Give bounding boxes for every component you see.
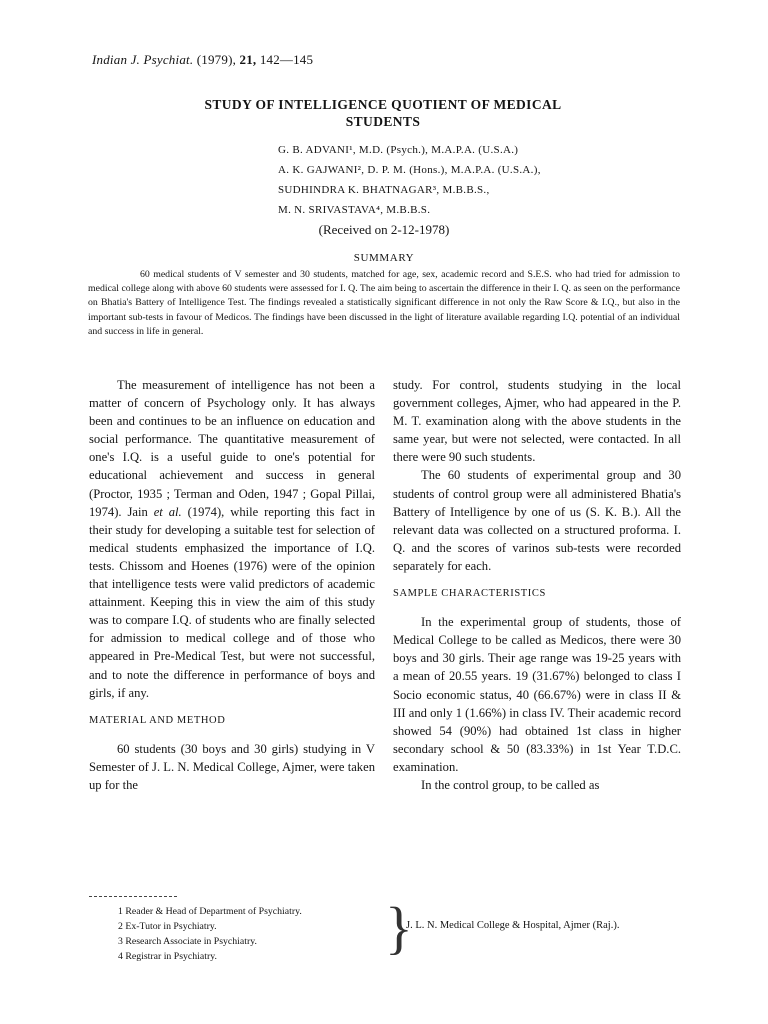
journal-volume: 21, (239, 52, 257, 67)
journal-name: Indian J. Psychiat. (92, 52, 194, 67)
summary-heading: SUMMARY (353, 252, 415, 264)
footnote-divider (89, 896, 177, 897)
journal-citation (92, 52, 313, 68)
intro-text-part-1: The measurement of intelligence has not been a matter of concern of Psychology only. It has always been and continues to be an influence on education and social performance. The quantitative measurement of one's I.Q. is a useful guide to one's potential for educational achievement and success in general (Proctor, 1935 ; Terman and Oden, 1947 ; Gopal Pillai, 1974). Jain (89, 378, 375, 519)
method-paragraph: 60 students (30 boys and 30 girls) studying in V Semester of J. L. N. Medical College, Ajmer, were taken up for the (89, 741, 375, 792)
footnote: 1 Reader & Head of Department of Psychiatry. (118, 906, 302, 917)
intro-et-al: et al. (153, 504, 182, 519)
footnote: 3 Research Associate in Psychiatry. (118, 936, 257, 947)
body-column-left (89, 376, 375, 794)
sample-paragraph: In the experimental group of students, those of Medical College to be called as Medicos, there were 30 boys and 30 girls. Their age range was 19-25 years with a mean of 20.55 years. 19 (31.67%) belonged to class I Socio economic status, 40 (66.67%) were in class II & III and only 1 (1.66%) in class IV. Their academic record showed 54 (90%) had obtained 1st class in higher secondary school & 50 (83.33%) in 1st Year T.D.C. examination. (393, 615, 681, 774)
method-continued-paragraph: study. For control, students studying in the local government colleges, Ajmer, who had appeared in the P. M. T. examination along with the above students in the same year, but were not selected, were contacted. In all there were 90 such students. (393, 378, 681, 465)
footnote: 4 Registrar in Psychiatry. (118, 951, 217, 962)
author-list (278, 140, 541, 220)
intro-paragraph (89, 376, 375, 702)
control-group-paragraph: In the control group, to be called as (421, 777, 600, 792)
author: SUDHINDRA K. BHATNAGAR³, M.B.B.S., (278, 184, 490, 196)
author: A. K. GAJWANI², D. P. M. (Hons.), M.A.P.A. (U.S.A.), (278, 164, 541, 176)
section-heading-material-method: MATERIAL AND METHOD (89, 714, 226, 726)
article-title-line-2: STUDENTS (345, 114, 421, 129)
procedure-paragraph: The 60 students of experimental group and 30 students of control group were all administered Bhatia's Battery of Intelligence by one of us (S. K. B.). All the relevant data was collected on a structured proforma. I. Q. and the scores of varinos sub-tests were recorded separately for each. (393, 468, 681, 573)
author: M. N. SRIVASTAVA⁴, M.B.B.S. (278, 204, 431, 216)
body-column-right (393, 376, 681, 794)
article-title-line-1: STUDY OF INTELLIGENCE QUOTIENT OF MEDICAL (204, 97, 562, 112)
footnote: 2 Ex-Tutor in Psychiatry. (118, 921, 217, 932)
footnote-brace: } (385, 895, 413, 960)
journal-year: (1979), (196, 52, 237, 67)
journal-pages: 142—145 (259, 52, 314, 67)
received-date: (Received on 2-12-1978) (318, 222, 450, 237)
author: G. B. ADVANI¹, M.D. (Psych.), M.A.P.A. (U.S.A.) (278, 144, 519, 156)
article-title (100, 96, 666, 130)
summary-text: 60 medical students of V semester and 30 students, matched for age, sex, academic record and S.E.S. who had tried for admission to medical college along with above 60 students were assessed for I. Q. The aim being to ascertain the difference in their I. Q. as seen on the performance on Bhatia's Battery of Intelligence Test. The findings revealed a statistically significant difference in not only the Raw Score & I.Q., but also in the important sub-tests in favour of Medicos. The findings have been discussed in the light of literature available regarding I.Q. potential of an individual and success in life in general. (88, 269, 680, 337)
section-heading-sample-characteristics: SAMPLE CHARACTERISTICS (393, 588, 546, 600)
footnote-list (118, 904, 302, 964)
intro-text-part-2: (1974), while reporting this fact in their study for developing a suitable test for selection of medical students emphasized the importance of I.Q. tests. Chissom and Hoenes (1976) were of the opinion that intelligence tests were valid predictors of academic attainment. Keeping this in view the aim of this study was to compare I.Q. of students who are finally selected for admission to medical college and of those who appeared in Pre-Medical Test, but were not successful, and to note the difference in performance of boys and girls, if any. (89, 504, 375, 700)
affiliation: J. L. N. Medical College & Hospital, Ajmer (Raj.). (406, 920, 620, 931)
